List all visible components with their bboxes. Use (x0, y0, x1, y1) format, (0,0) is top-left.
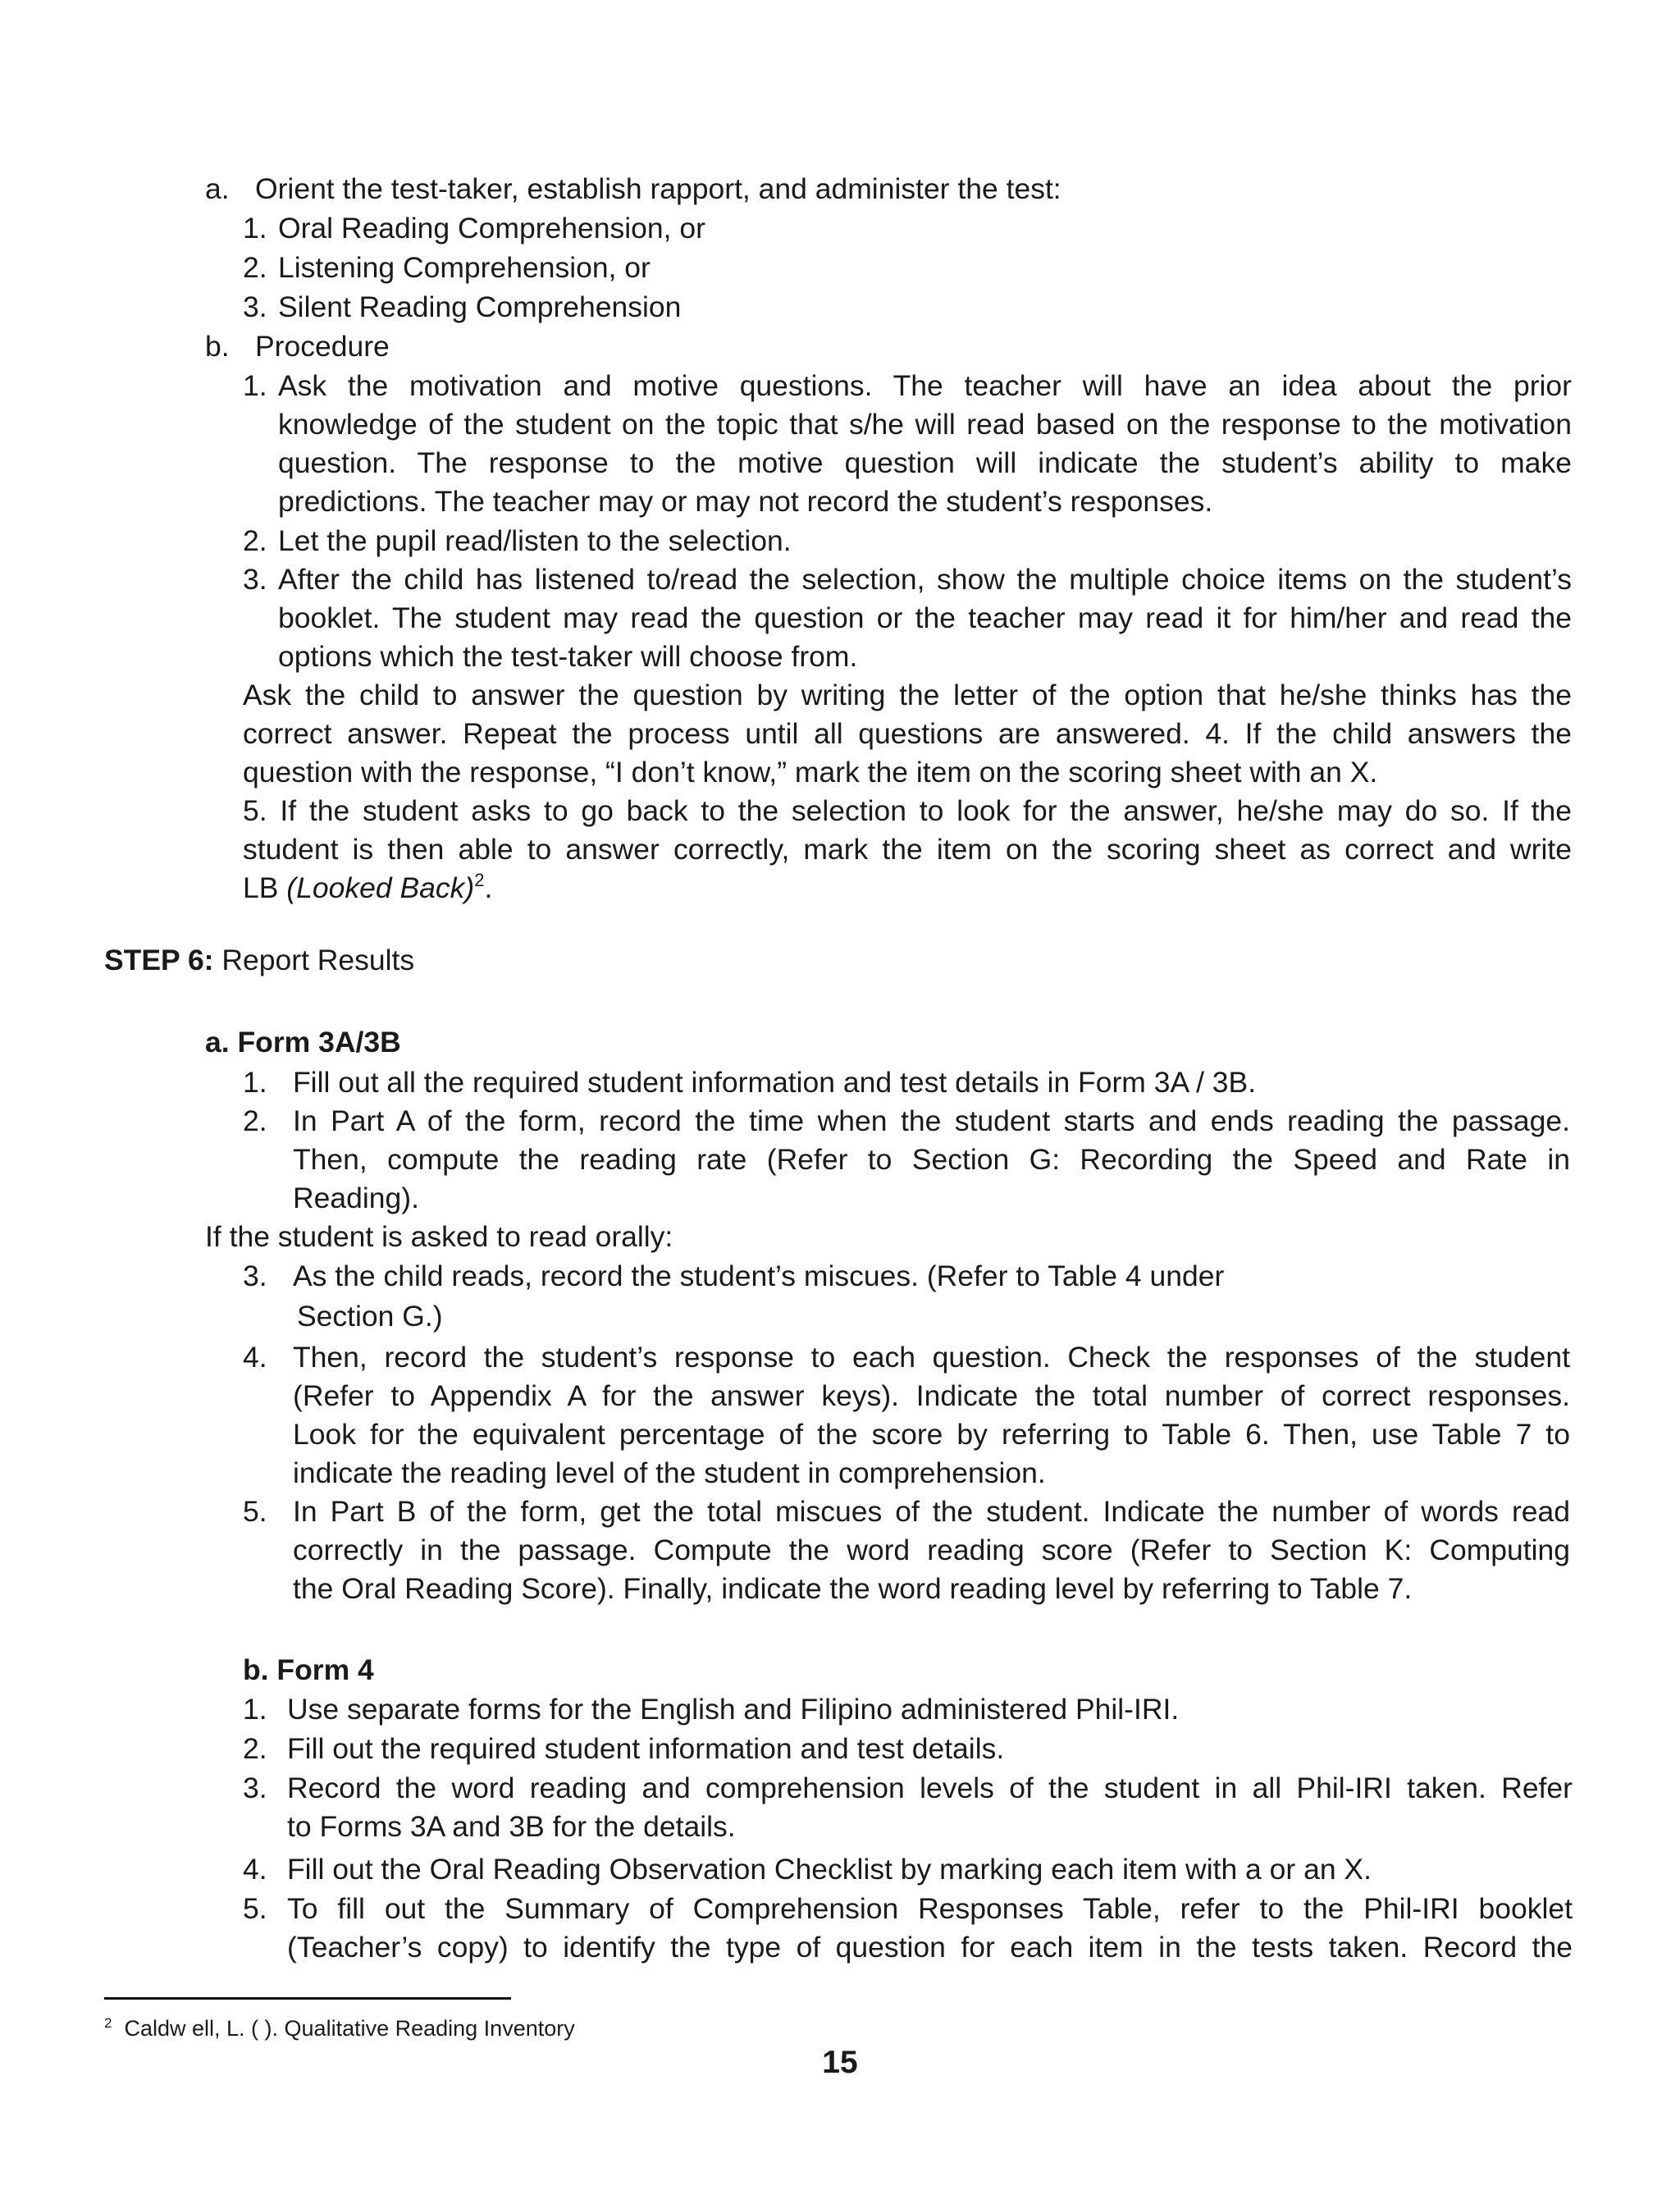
item-number: 1. (243, 369, 267, 402)
paragraph-line: to Forms 3A and 3B for the details. (287, 1810, 736, 1843)
paragraph-line: correct answer. Repeat the process until all questions are answered. 4. If the child answers the (243, 717, 1572, 750)
paragraph-line: Then, compute the reading rate (Refer to Section G: Recording the Speed and Rate in (293, 1143, 1570, 1176)
paragraph-line: To fill out the Summary of Comprehension Responses Table, refer to the Phil-IRI booklet (287, 1892, 1573, 1925)
form4-heading: b. Form 4 (243, 1653, 374, 1686)
item-number: 4. (243, 1853, 267, 1886)
text-run: LB (243, 871, 287, 904)
paragraph-line: question with the response, “I don’t know,” mark the item on the scoring sheet with an X. (243, 756, 1378, 789)
paragraph-line: options which the test-taker will choose from. (278, 640, 858, 673)
paragraph-line: knowledge of the student on the topic that s/he will read based on the response to the motivation (278, 408, 1572, 441)
paragraph-line: correctly in the passage. Compute the word reading score (Refer to Section K: Computing (293, 1534, 1570, 1566)
footnote-text: Caldw ell, L. ( ). Qualitative Reading Inventory (124, 2016, 575, 2041)
paragraph-line: (Refer to Appendix A for the answer keys). Indicate the total number of correct responses. (293, 1379, 1570, 1412)
text-run: . (484, 871, 493, 904)
paragraph-line: Record the word reading and comprehension levels of the student in all Phil-IRI taken. Refer (287, 1772, 1573, 1804)
paragraph-line: After the child has listened to/read the selection, show the multiple choice items on the student’s (278, 563, 1572, 596)
paragraph-line: 5. If the student asks to go back to the selection to look for the answer, he/she may do so. If the (243, 794, 1572, 827)
form3-heading: a. Form 3A/3B (205, 1026, 401, 1058)
list-marker-b: b. (205, 330, 230, 363)
italic-text: (Looked Back) (286, 871, 475, 904)
item-number: 2. (243, 524, 267, 557)
paragraph-line: Ask the motivation and motive questions. The teacher will have an idea about the prior (278, 369, 1572, 402)
item-number: 5. (243, 1495, 267, 1528)
paragraph-line: As the child reads, record the student’s miscues. (Refer to Table 4 under (293, 1260, 1225, 1292)
item-number: 2. (243, 1732, 267, 1765)
paragraph-line: Ask the child to answer the question by writing the letter of the option that he/she thinks has the (243, 679, 1572, 711)
paragraph-line: predictions. The teacher may or may not record the student’s responses. (278, 485, 1213, 518)
footnote-reference: 2 (474, 870, 485, 890)
item-number: 3. (243, 1772, 267, 1804)
item-number: 5. (243, 1892, 267, 1925)
list-item: Oral Reading Comprehension, or (278, 212, 705, 245)
paragraph-line: In Part A of the form, record the time when the student starts and ends reading the passage. (293, 1104, 1570, 1137)
item-number: 1. (243, 212, 267, 245)
paragraph-line: question. The response to the motive question will indicate the student’s ability to make (278, 446, 1572, 479)
step-title: Report Results (213, 944, 415, 976)
item-number: 1. (243, 1066, 267, 1099)
item-number: 4. (243, 1341, 267, 1374)
paragraph-line: booklet. The student may read the question or the teacher may read it for him/her and read the (278, 601, 1572, 634)
section-a-text: Orient the test-taker, establish rapport, and administer the test: (255, 172, 1061, 205)
item-number: 3. (243, 1260, 267, 1292)
list-marker-a: a. (205, 172, 230, 205)
item-number: 3. (243, 563, 267, 596)
paragraph-line: Section G.) (297, 1300, 443, 1333)
paragraph-line: (Teacher’s copy) to identify the type of question for each item in the tests taken. Record the (287, 1931, 1573, 1964)
list-item: Fill out the Oral Reading Observation Checklist by marking each item with a or an X. (287, 1853, 1372, 1886)
footnote (104, 2016, 575, 2041)
paragraph-line-looked-back (243, 868, 492, 908)
step-heading (104, 940, 414, 980)
item-number: 2. (243, 251, 267, 284)
item-number: 1. (243, 1693, 267, 1726)
list-item: Let the pupil read/listen to the selection. (278, 524, 792, 557)
item-number: 2. (243, 1104, 267, 1137)
paragraph-line: Look for the equivalent percentage of the score by referring to Table 6. Then, use Table 7 to (293, 1418, 1570, 1451)
paragraph-line: indicate the reading level of the student in comprehension. (293, 1456, 1046, 1489)
section-b-text: Procedure (255, 330, 390, 363)
page-number: 15 (822, 2045, 858, 2080)
paragraph-line: In Part B of the form, get the total miscues of the student. Indicate the number of words read (293, 1495, 1570, 1528)
list-item: Use separate forms for the English and Filipino administered Phil-IRI. (287, 1693, 1180, 1726)
list-item: Fill out the required student information and test details. (287, 1732, 1005, 1765)
footnote-marker: 2 (104, 2015, 112, 2031)
step-label: STEP 6: (104, 944, 214, 976)
paragraph-line: the Oral Reading Score). Finally, indicate the word reading level by referring to Table 7. (293, 1572, 1413, 1605)
list-item: Silent Reading Comprehension (278, 290, 682, 323)
list-item: Listening Comprehension, or (278, 251, 651, 284)
paragraph-line: Reading). (293, 1182, 419, 1214)
item-number: 3. (243, 290, 267, 323)
paragraph-line: Then, record the student’s response to each question. Check the responses of the student (293, 1341, 1570, 1374)
footnote-rule (104, 1997, 511, 2000)
orally-note: If the student is asked to read orally: (205, 1220, 673, 1253)
list-item: Fill out all the required student information and test details in Form 3A / 3B. (293, 1066, 1257, 1099)
paragraph-line: student is then able to answer correctly, mark the item on the scoring sheet as correct and write (243, 833, 1572, 866)
